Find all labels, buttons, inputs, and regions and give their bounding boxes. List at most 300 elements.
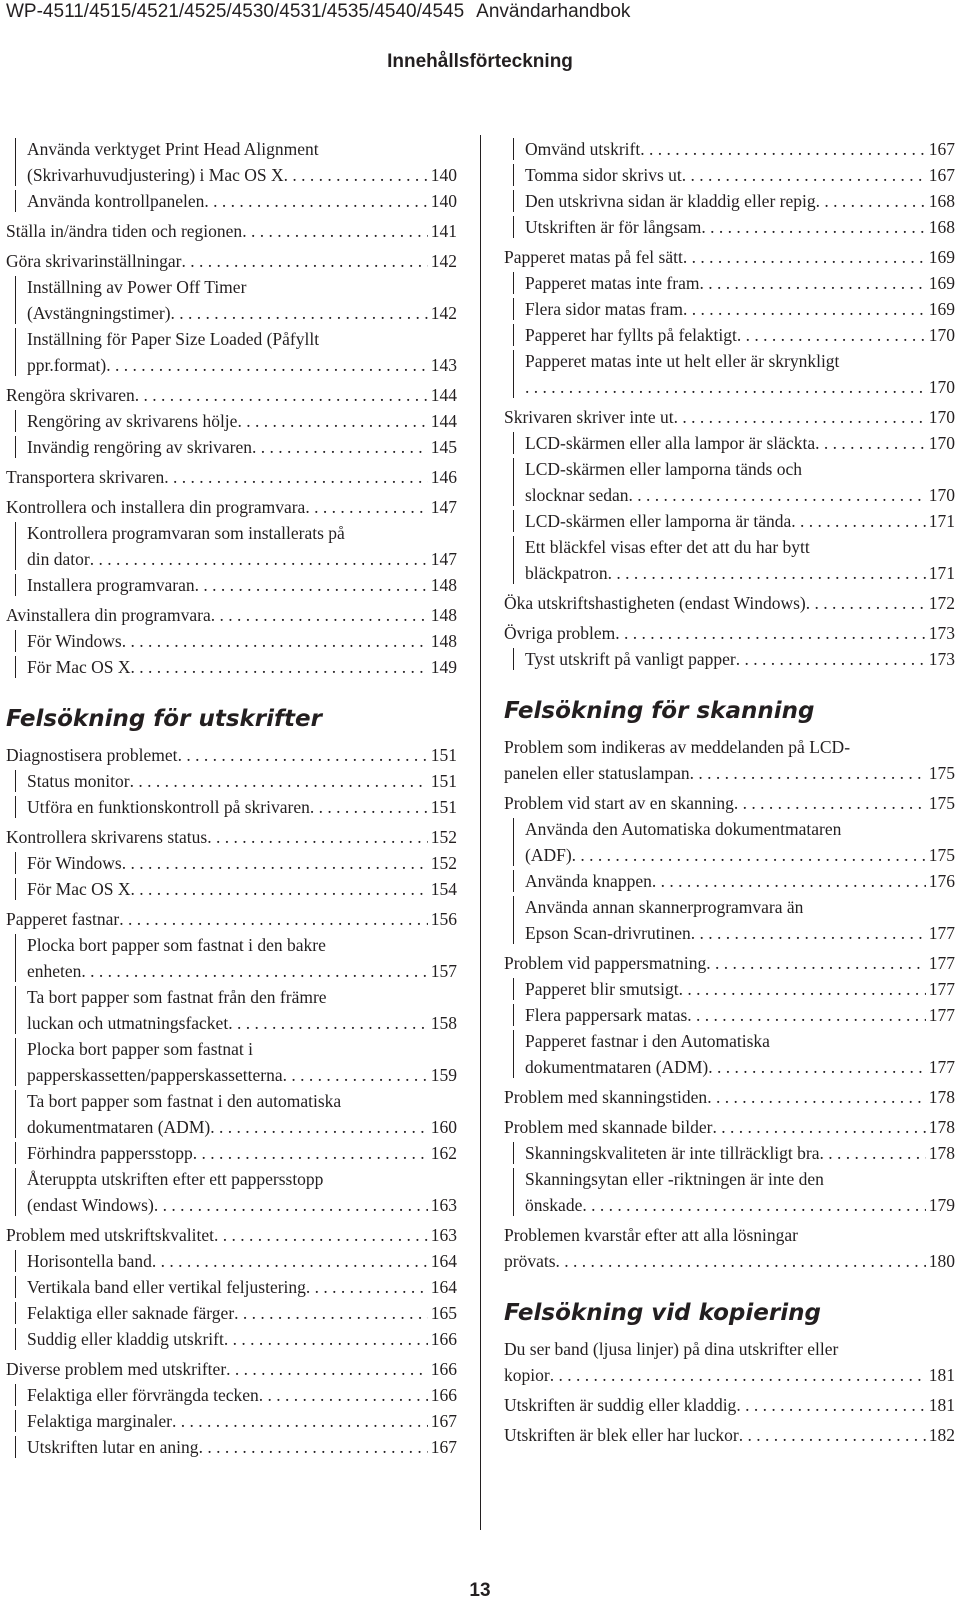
dot-leader xyxy=(90,546,428,572)
toc-entry-title: Problem vid pappersmatning xyxy=(504,953,707,973)
toc-entry-title: Utskriften är blek eller har luckor xyxy=(504,1425,739,1445)
dot-leader xyxy=(122,628,428,654)
toc-page-number: 145 xyxy=(430,437,457,457)
toc-entry-title: Problem vid start av en skanning xyxy=(504,793,734,813)
toc-page-number: 177 xyxy=(928,923,955,943)
section-heading: Felsökning för skanning xyxy=(504,698,815,724)
dot-leader xyxy=(130,768,428,794)
toc-page-number: 167 xyxy=(430,1437,457,1457)
toc-page-number: 144 xyxy=(430,411,457,431)
toc-subentry[interactable] xyxy=(27,1300,457,1326)
dot-leader xyxy=(572,842,926,868)
toc-subentry[interactable] xyxy=(525,296,955,322)
toc-entry[interactable] xyxy=(504,1084,955,1110)
toc-entry[interactable] xyxy=(504,734,955,786)
toc-page-number: 142 xyxy=(430,303,457,323)
toc-page-number: 166 xyxy=(430,1385,457,1405)
toc-subentry[interactable] xyxy=(27,520,457,572)
dot-leader xyxy=(701,214,925,240)
toc-entry-title: Tomma sidor skrivs ut xyxy=(525,165,682,185)
dot-leader xyxy=(135,382,428,408)
toc-entry[interactable] xyxy=(504,620,955,646)
toc-page-number: 171 xyxy=(928,511,955,531)
toc-entry[interactable] xyxy=(504,1336,955,1388)
toc-entry-title: För Windows xyxy=(27,853,122,873)
dot-leader xyxy=(682,162,926,188)
toc-page-number: 148 xyxy=(430,575,457,595)
toc-entry-title: Öka utskriftshastigheten (endast Windows) xyxy=(504,593,806,613)
toc-entry[interactable] xyxy=(504,950,955,976)
toc-entry-title: din dator xyxy=(27,549,90,569)
toc-heading: Innehållsförteckning xyxy=(387,51,573,72)
toc-entry-title-line: Ta bort papper som fastnat i den automatiska xyxy=(27,1091,342,1111)
toc-entry-title-line: Återuppta utskriften efter ett pappersstopp xyxy=(27,1169,324,1189)
dot-leader xyxy=(242,218,428,244)
toc-entry-title: dokumentmataren (ADM) xyxy=(525,1057,709,1077)
toc-entry-title-line: Plocka bort papper som fastnat i xyxy=(27,1039,253,1059)
dot-leader xyxy=(204,188,427,214)
toc-subentry[interactable] xyxy=(27,188,457,214)
dot-leader xyxy=(629,482,926,508)
toc-entry[interactable] xyxy=(504,1114,955,1140)
toc-subentry[interactable] xyxy=(525,976,955,1002)
toc-entry-title: LCD-skärmen eller alla lampor är släckta xyxy=(525,433,816,453)
toc-page-number: 167 xyxy=(928,139,955,159)
dot-leader xyxy=(306,1274,428,1300)
toc-entry-title: Utskriften lutar en aning xyxy=(27,1437,199,1457)
toc-page-number: 170 xyxy=(928,325,955,345)
dot-leader xyxy=(252,434,428,460)
toc-page-number: 170 xyxy=(928,377,955,397)
toc-entry-title: Övriga problem xyxy=(504,623,616,643)
toc-entry-title: Den utskrivna sidan är kladdig eller repig xyxy=(525,191,816,211)
toc-subentry[interactable] xyxy=(525,188,955,214)
toc-entry-title: Avinstallera din programvara xyxy=(6,605,211,625)
toc-entry-title-line: Papperet fastnar i den Automatiska xyxy=(525,1031,770,1051)
dot-leader xyxy=(152,1248,428,1274)
toc-subentry[interactable] xyxy=(27,274,457,326)
toc-subentry[interactable] xyxy=(525,646,955,672)
dot-leader xyxy=(122,850,428,876)
toc-subentry[interactable] xyxy=(525,508,955,534)
toc-page-number: 141 xyxy=(430,221,457,241)
toc-subentry[interactable] xyxy=(27,654,457,680)
toc-page-number: 142 xyxy=(430,251,457,271)
toc-entry[interactable] xyxy=(504,590,955,616)
dot-leader xyxy=(556,1248,926,1274)
toc-entry-title: Rengöra skrivaren xyxy=(6,385,135,405)
toc-page-number: 163 xyxy=(430,1225,457,1245)
toc-entry-title: LCD-skärmen eller lamporna är tända xyxy=(525,511,792,531)
toc-page-number: 167 xyxy=(430,1411,457,1431)
toc-entry-title: Göra skrivarinställningar xyxy=(6,251,182,271)
toc-left-column xyxy=(6,136,457,1460)
toc-entry[interactable] xyxy=(6,906,457,932)
toc-entry-title: Använda kontrollpanelen xyxy=(27,191,205,211)
toc-entry-title: Utskriften är suddig eller kladdig xyxy=(504,1395,737,1415)
toc-entry[interactable] xyxy=(6,602,457,628)
toc-subentry[interactable] xyxy=(27,136,457,188)
toc-entry[interactable] xyxy=(504,790,955,816)
toc-page-number: 170 xyxy=(928,407,955,427)
dot-leader xyxy=(210,1114,428,1140)
toc-subentry[interactable] xyxy=(27,932,457,984)
toc-entry-title-line: Problemen kvarstår efter att alla lösningar xyxy=(504,1225,798,1245)
toc-subentry[interactable] xyxy=(525,162,955,188)
toc-entry-title: Problem med skanningstiden xyxy=(504,1087,708,1107)
dot-leader xyxy=(305,494,427,520)
dot-leader xyxy=(674,404,926,430)
toc-page-number: 176 xyxy=(928,871,955,891)
manual-title: Användarhandbok xyxy=(476,1,631,22)
dot-leader xyxy=(550,1362,926,1388)
toc-page-number: 144 xyxy=(430,385,457,405)
toc-entry-title-line: Använda annan skannerprogramvara än xyxy=(525,897,804,917)
toc-subentry[interactable] xyxy=(525,214,955,240)
toc-entry-title-line: Plocka bort papper som fastnat i den bakre xyxy=(27,935,326,955)
dot-leader xyxy=(707,1084,926,1110)
toc-entry[interactable] xyxy=(504,1222,955,1274)
toc-subentry[interactable] xyxy=(27,628,457,654)
toc-subentry[interactable] xyxy=(525,270,955,296)
toc-page-number: 157 xyxy=(430,961,457,981)
toc-page-number: 154 xyxy=(430,879,457,899)
dot-leader xyxy=(706,950,926,976)
toc-page-number: 156 xyxy=(430,909,457,929)
page-number: 13 xyxy=(469,1580,491,1601)
toc-entry-title: dokumentmataren (ADM) xyxy=(27,1117,211,1137)
toc-page-number: 152 xyxy=(430,827,457,847)
toc-entry[interactable] xyxy=(504,1392,955,1418)
dot-leader xyxy=(193,1140,428,1166)
dot-leader xyxy=(284,162,428,188)
dot-leader xyxy=(106,352,428,378)
toc-entry-title: Papperet fastnar xyxy=(6,909,120,929)
dot-leader xyxy=(737,322,926,348)
toc-entry-title-line: Papperet matas inte ut helt eller är skrynkligt xyxy=(525,351,840,371)
toc-subentry[interactable] xyxy=(27,984,457,1036)
toc-entry-title: Tyst utskrift på vanligt papper xyxy=(525,649,736,669)
toc-entry-title: enheten xyxy=(27,961,82,981)
dot-leader xyxy=(615,620,925,646)
toc-subentry[interactable] xyxy=(525,1166,955,1218)
toc-page-number: 177 xyxy=(928,979,955,999)
toc-page-number: 175 xyxy=(928,845,955,865)
toc-subentry[interactable] xyxy=(525,1028,955,1080)
toc-subentry[interactable] xyxy=(525,534,955,586)
toc-page-number: 181 xyxy=(928,1365,955,1385)
toc-subentry[interactable] xyxy=(525,456,955,508)
dot-leader xyxy=(608,560,926,586)
toc-page-number: 140 xyxy=(430,165,457,185)
toc-subentry[interactable] xyxy=(27,326,457,378)
toc-entry-title: Felaktiga marginaler xyxy=(27,1411,172,1431)
toc-subentry[interactable] xyxy=(27,1036,457,1088)
toc-entry-title: ppr.format) xyxy=(27,355,107,375)
toc-page-number: 147 xyxy=(430,497,457,517)
dot-leader xyxy=(211,602,428,628)
toc-entry-title: Vertikala band eller vertikal feljustering xyxy=(27,1277,306,1297)
toc-page-number: 160 xyxy=(430,1117,457,1137)
toc-subentry[interactable] xyxy=(27,434,457,460)
toc-entry[interactable] xyxy=(6,824,457,850)
toc-subentry[interactable] xyxy=(27,768,457,794)
toc-entry[interactable] xyxy=(6,1222,457,1248)
toc-entry-title: Skrivaren skriver inte ut xyxy=(504,407,674,427)
dot-leader xyxy=(708,1054,926,1080)
toc-page-number: 170 xyxy=(928,485,955,505)
toc-page-number: 179 xyxy=(928,1195,955,1215)
toc-page-number: 149 xyxy=(430,657,457,677)
toc-page-number: 168 xyxy=(928,217,955,237)
toc-entry[interactable] xyxy=(6,382,457,408)
toc-subentry[interactable] xyxy=(27,1088,457,1140)
dot-leader xyxy=(164,464,427,490)
toc-entry-title: Problem med utskriftskvalitet xyxy=(6,1225,215,1245)
toc-entry-title: (Skrivarhuvudjustering) i Mac OS X xyxy=(27,165,284,185)
dot-leader xyxy=(736,1392,925,1418)
toc-entry-title-line: Ett bläckfel visas efter det att du har bytt xyxy=(525,537,810,557)
dot-leader xyxy=(739,1422,926,1448)
toc-page-number: 175 xyxy=(928,763,955,783)
toc-entry-title: Problem med skannade bilder xyxy=(504,1117,713,1137)
toc-subentry[interactable] xyxy=(27,1166,457,1218)
toc-page-number: 143 xyxy=(430,355,457,375)
dot-leader xyxy=(816,188,926,214)
toc-entry-title: För Windows xyxy=(27,631,122,651)
dot-leader xyxy=(683,296,926,322)
toc-subentry[interactable] xyxy=(27,1140,457,1166)
toc-page-number: 178 xyxy=(928,1087,955,1107)
toc-page-number: 182 xyxy=(928,1425,955,1445)
toc-subentry[interactable] xyxy=(525,430,955,456)
dot-leader xyxy=(820,1140,926,1166)
toc-entry-title: Använda knappen xyxy=(525,871,652,891)
dot-leader xyxy=(259,1382,428,1408)
toc-subentry[interactable] xyxy=(27,850,457,876)
toc-page-number: 146 xyxy=(430,467,457,487)
toc-entry-title-line: Problem som indikeras av meddelanden på LCD- xyxy=(504,737,851,757)
dot-leader xyxy=(154,1192,428,1218)
toc-entry-title: Felaktiga eller saknade färger xyxy=(27,1303,235,1323)
toc-page-number: 166 xyxy=(430,1329,457,1349)
dot-leader xyxy=(310,794,428,820)
toc-page-number: 166 xyxy=(430,1359,457,1379)
toc-entry[interactable] xyxy=(504,404,955,430)
toc-page-number: 181 xyxy=(928,1395,955,1415)
model-list: WP-4511/4515/4521/4525/4530/4531/4535/4540/4545 xyxy=(6,1,465,22)
dot-leader xyxy=(131,876,428,902)
dot-leader xyxy=(713,1114,926,1140)
toc-page-number: 159 xyxy=(430,1065,457,1085)
toc-entry-title-line: Använda verktyget Print Head Alignment xyxy=(27,139,319,159)
toc-subentry[interactable] xyxy=(27,1434,457,1460)
dot-leader xyxy=(691,920,926,946)
toc-entry-title-line: Använda den Automatiska dokumentmataren xyxy=(525,819,842,839)
section-heading: Felsökning för utskrifter xyxy=(6,706,322,732)
toc-entry-title: Flera sidor matas fram xyxy=(525,299,683,319)
dot-leader xyxy=(791,508,925,534)
toc-page-number: 163 xyxy=(430,1195,457,1215)
toc-entry-title-line: Inställning av Power Off Timer xyxy=(27,277,247,297)
toc-subentry[interactable] xyxy=(525,868,955,894)
toc-entry-title-line: Kontrollera programvaran som installerats på xyxy=(27,523,345,543)
toc-entry[interactable] xyxy=(504,1422,955,1448)
toc-entry-title: luckan och utmatningsfacket xyxy=(27,1013,229,1033)
toc-page-number: 162 xyxy=(430,1143,457,1163)
toc-entry[interactable] xyxy=(6,218,457,244)
toc-entry-title: Omvänd utskrift xyxy=(525,139,641,159)
toc-page-number: 173 xyxy=(928,649,955,669)
toc-entry-title: Rengöring av skrivarens hölje xyxy=(27,411,238,431)
toc-entry-title: Papperet matas inte fram xyxy=(525,273,700,293)
toc-page-number: 177 xyxy=(928,1005,955,1025)
column-divider xyxy=(480,135,481,1530)
toc-page-number: 140 xyxy=(430,191,457,211)
toc-page-number: 152 xyxy=(430,853,457,873)
toc-subentry[interactable] xyxy=(27,794,457,820)
toc-page-number: 158 xyxy=(430,1013,457,1033)
dot-leader xyxy=(679,976,926,1002)
toc-entry-title: (endast Windows) xyxy=(27,1195,154,1215)
toc-entry-title: Papperet blir smutsigt xyxy=(525,979,679,999)
dot-leader xyxy=(195,572,428,598)
dot-leader xyxy=(207,824,428,850)
dot-leader xyxy=(234,1300,428,1326)
toc-entry-title: (Avstängningstimer) xyxy=(27,303,171,323)
dot-leader xyxy=(652,868,926,894)
toc-entry-title: Förhindra pappersstopp xyxy=(27,1143,193,1163)
toc-entry-title: Transportera skrivaren xyxy=(6,467,165,487)
toc-subentry[interactable] xyxy=(27,1326,457,1352)
dot-leader xyxy=(640,136,926,162)
toc-entry[interactable] xyxy=(6,248,457,274)
toc-subentry[interactable] xyxy=(27,1382,457,1408)
toc-subentry[interactable] xyxy=(525,816,955,868)
toc-entry-title: panelen eller statuslampan xyxy=(504,763,690,783)
toc-right-column xyxy=(504,136,955,1448)
dot-leader xyxy=(172,1408,428,1434)
toc-page-number: 178 xyxy=(928,1117,955,1137)
toc-page-number: 169 xyxy=(928,273,955,293)
toc-page-number: 148 xyxy=(430,605,457,625)
running-header xyxy=(6,0,630,24)
toc-entry-title: Felaktiga eller förvrängda tecken xyxy=(27,1385,259,1405)
toc-subentry[interactable] xyxy=(27,572,457,598)
toc-entry-title: Papperet matas på fel sätt xyxy=(504,247,683,267)
toc-entry-title: papperskassetten/papperskassetterna xyxy=(27,1065,283,1085)
toc-entry-title: Kontrollera och installera din programvara xyxy=(6,497,306,517)
toc-entry-title: Papperet har fyllts på felaktigt xyxy=(525,325,737,345)
toc-entry-title-line: Du ser band (ljusa linjer) på dina utskrifter eller xyxy=(504,1339,839,1359)
toc-page-number: 167 xyxy=(928,165,955,185)
dot-leader xyxy=(81,958,427,984)
toc-entry-title: Horisontella band xyxy=(27,1251,152,1271)
toc-subentry[interactable] xyxy=(27,876,457,902)
toc-page-number: 173 xyxy=(928,623,955,643)
toc-page-number: 151 xyxy=(430,745,457,765)
section-heading: Felsökning vid kopiering xyxy=(504,1300,821,1326)
dot-leader xyxy=(178,742,428,768)
toc-page-number: 147 xyxy=(430,549,457,569)
toc-entry-title: Utföra en funktionskontroll på skrivaren xyxy=(27,797,310,817)
toc-entry[interactable] xyxy=(6,1356,457,1382)
dot-leader xyxy=(806,590,926,616)
toc-entry[interactable] xyxy=(6,464,457,490)
toc-subentry[interactable] xyxy=(27,1274,457,1300)
toc-entry[interactable] xyxy=(504,244,955,270)
toc-subentry[interactable] xyxy=(27,1408,457,1434)
toc-subentry[interactable] xyxy=(525,348,955,400)
toc-entry-title: Diagnostisera problemet xyxy=(6,745,178,765)
dot-leader xyxy=(199,1434,428,1460)
toc-subentry[interactable] xyxy=(525,1140,955,1166)
toc-subentry[interactable] xyxy=(525,136,955,162)
toc-entry[interactable] xyxy=(6,494,457,520)
toc-subentry[interactable] xyxy=(27,1248,457,1274)
toc-entry-title: (ADF) xyxy=(525,845,572,865)
toc-entry-title: Installera programvaran xyxy=(27,575,195,595)
toc-page-number: 151 xyxy=(430,771,457,791)
dot-leader xyxy=(525,374,926,400)
toc-page-number: 170 xyxy=(928,433,955,453)
toc-page-number: 178 xyxy=(928,1143,955,1163)
toc-entry-title: Kontrollera skrivarens status xyxy=(6,827,208,847)
toc-page-number: 177 xyxy=(928,1057,955,1077)
toc-entry-title: Invändig rengöring av skrivaren xyxy=(27,437,252,457)
toc-subentry[interactable] xyxy=(525,322,955,348)
dot-leader xyxy=(171,300,428,326)
dot-leader xyxy=(181,248,427,274)
toc-page-number: 169 xyxy=(928,299,955,319)
toc-page-number: 165 xyxy=(430,1303,457,1323)
toc-subentry[interactable] xyxy=(27,408,457,434)
toc-page-number: 175 xyxy=(928,793,955,813)
toc-entry-title: Diverse problem med utskrifter xyxy=(6,1359,227,1379)
toc-entry-title: Status monitor xyxy=(27,771,130,791)
toc-entry-title: Ställa in/ändra tiden och regionen xyxy=(6,221,243,241)
toc-entry-title: kopior xyxy=(504,1365,550,1385)
toc-entry-title: prövats xyxy=(504,1251,556,1271)
dot-leader xyxy=(582,1192,925,1218)
toc-subentry[interactable] xyxy=(525,894,955,946)
dot-leader xyxy=(214,1222,428,1248)
toc-page-number: 169 xyxy=(928,247,955,267)
toc-entry-title-line: Ta bort papper som fastnat från den främre xyxy=(27,987,327,1007)
toc-entry[interactable] xyxy=(6,742,457,768)
toc-entry-title-line: Inställning för Paper Size Loaded (Påfyllt xyxy=(27,329,320,349)
dot-leader xyxy=(815,430,926,456)
toc-entry-title-line: LCD-skärmen eller lamporna tänds och xyxy=(525,459,802,479)
dot-leader xyxy=(690,760,926,786)
dot-leader xyxy=(687,1002,925,1028)
toc-entry-title: För Mac OS X xyxy=(27,879,131,899)
dot-leader xyxy=(224,1326,428,1352)
toc-entry-title-line: Skanningsytan eller -riktningen är inte den xyxy=(525,1169,824,1189)
dot-leader xyxy=(283,1062,428,1088)
toc-entry-title: För Mac OS X xyxy=(27,657,131,677)
toc-subentry[interactable] xyxy=(525,1002,955,1028)
dot-leader xyxy=(228,1010,428,1036)
toc-page-number: 148 xyxy=(430,631,457,651)
toc-entry-title: Skanningskvaliteten är inte tillräckligt bra xyxy=(525,1143,820,1163)
toc-entry-title: Utskriften är för långsam xyxy=(525,217,702,237)
dot-leader xyxy=(226,1356,428,1382)
toc-page-number: 164 xyxy=(430,1251,457,1271)
toc-page-number: 164 xyxy=(430,1277,457,1297)
dot-leader xyxy=(119,906,428,932)
toc-entry-title: bläckpatron xyxy=(525,563,608,583)
